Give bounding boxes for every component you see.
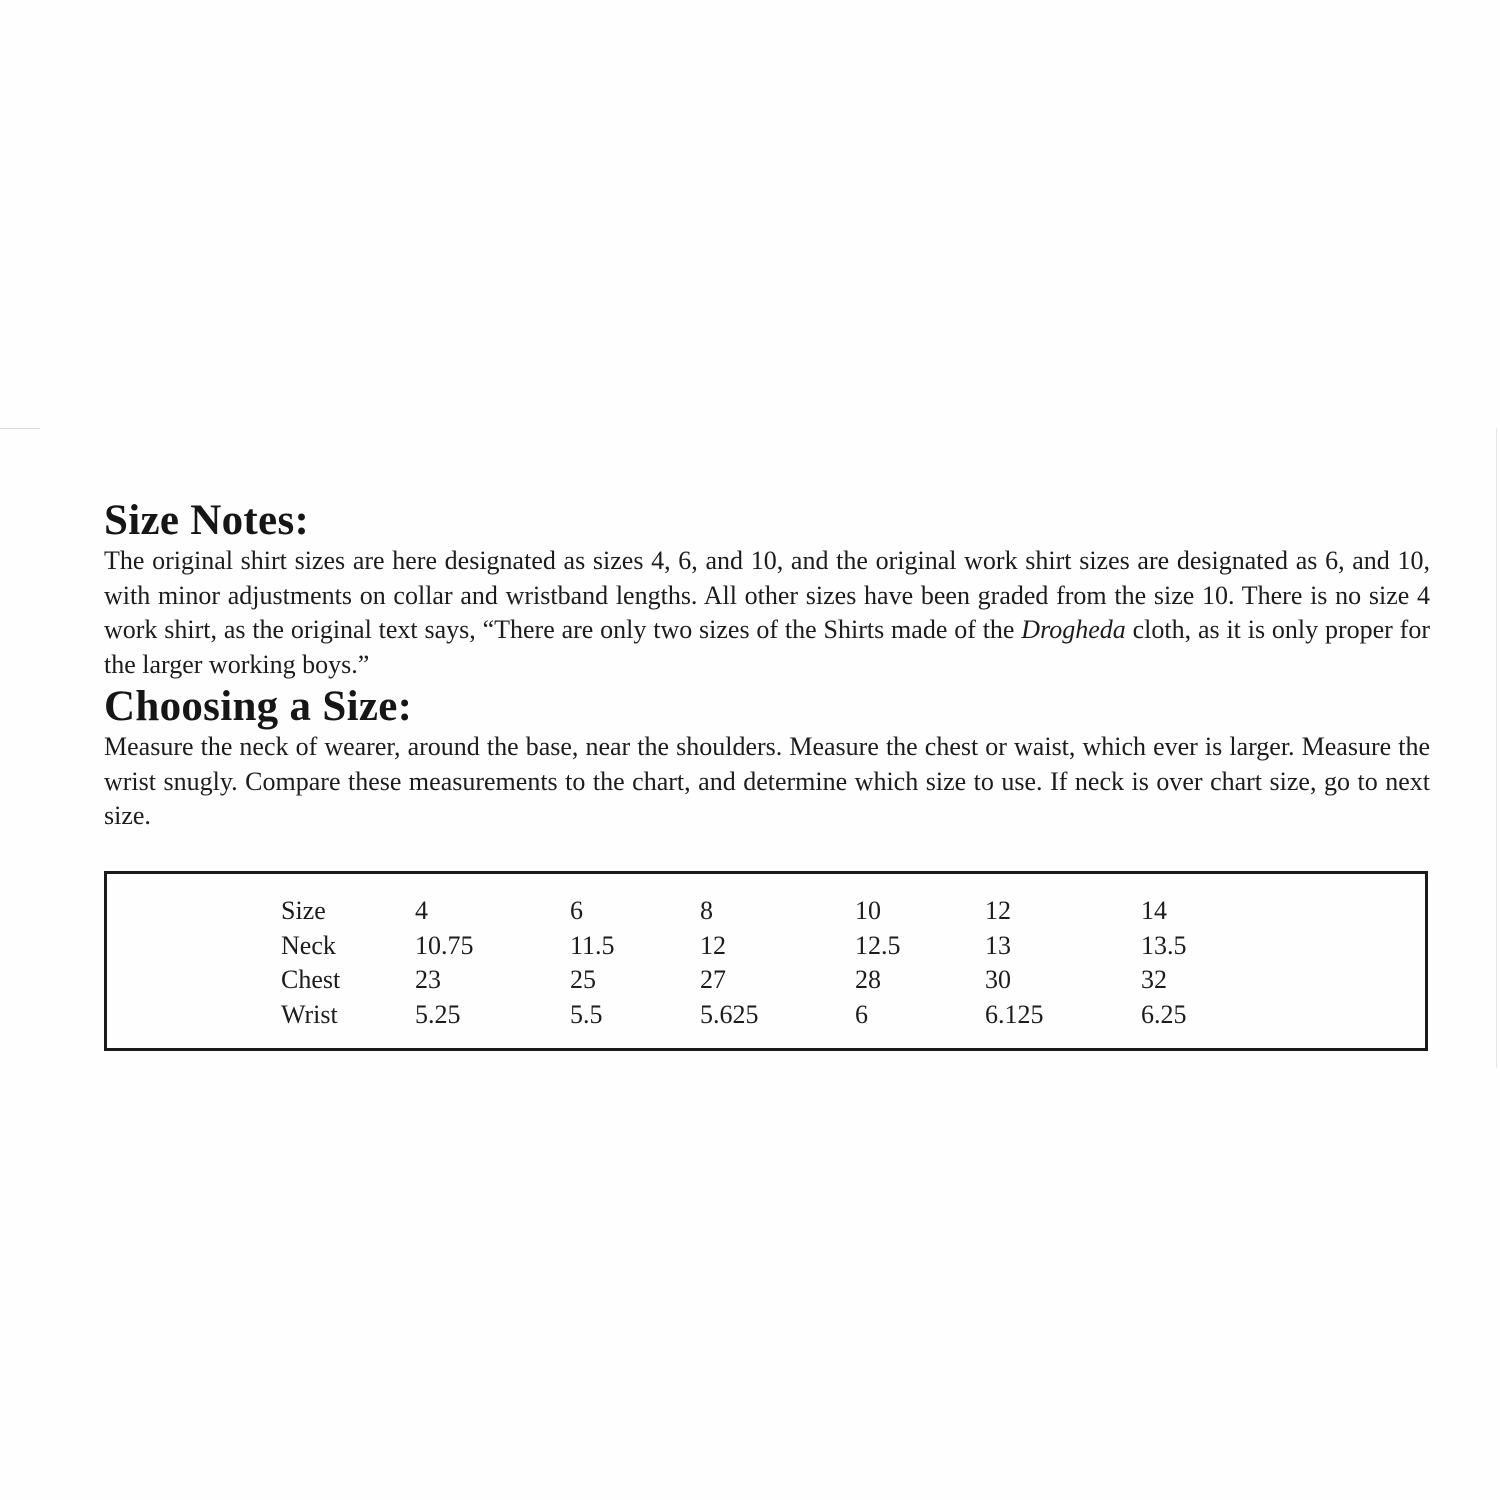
chest-row bbox=[281, 963, 1241, 998]
table-cell: 4 bbox=[415, 896, 428, 925]
table-cell: 6 bbox=[855, 999, 868, 1029]
wrist-row bbox=[281, 998, 1241, 1033]
table-cell: 10.75 bbox=[415, 930, 474, 960]
neck-row bbox=[281, 929, 1241, 964]
table-cell: 10 bbox=[855, 896, 881, 925]
text-content bbox=[104, 498, 1430, 834]
size-notes-text-2: cloth, as it is only proper for the larger working boys.” bbox=[104, 615, 1430, 679]
row-label: Wrist bbox=[281, 999, 338, 1029]
scan-edge-mark-right bbox=[1496, 428, 1497, 1068]
table-cell: 13 bbox=[985, 930, 1011, 960]
table-cell: 6.125 bbox=[985, 999, 1044, 1029]
table-cell: 5.625 bbox=[700, 999, 759, 1029]
size-chart-table bbox=[281, 894, 1241, 1032]
table-cell: 11.5 bbox=[570, 930, 615, 960]
row-label: Neck bbox=[281, 930, 336, 960]
table-cell: 6.25 bbox=[1141, 999, 1187, 1029]
choosing-size-heading: Choosing a Size: bbox=[104, 683, 413, 730]
table-cell: 12.5 bbox=[855, 930, 901, 960]
table-cell: 5.5 bbox=[570, 999, 603, 1029]
size-notes-text-1: The original shirt sizes are here designated as sizes 4, 6, and 10, and the original work shirt sizes are designated as 6, and 10, with minor adjustments on collar and wristband lengths. All other sizes have been graded from the size 10. There is no size 4 work shirt, as the original text says, “There are only two sizes of the Shirts made of the bbox=[104, 546, 1430, 644]
size-row bbox=[281, 894, 1241, 929]
size-notes-paragraph bbox=[104, 544, 1430, 682]
table-cell: 14 bbox=[1141, 896, 1167, 925]
size-chart-box bbox=[104, 871, 1428, 1051]
row-label: Chest bbox=[281, 965, 341, 994]
table-cell: 25 bbox=[570, 965, 596, 994]
row-label: Size bbox=[281, 896, 326, 925]
choosing-size-paragraph: Measure the neck of wearer, around the base, near the shoulders. Measure the chest or waist, which ever is larger. Measure the wrist snugly. Compare these measurements to the chart, and determine which size to use. If neck is over chart size, go to next size. bbox=[104, 732, 1430, 830]
table-cell: 23 bbox=[415, 965, 441, 994]
table-cell: 12 bbox=[700, 930, 726, 960]
table-cell: 13.5 bbox=[1141, 930, 1187, 960]
table-cell: 6 bbox=[570, 896, 583, 925]
size-notes-heading: Size Notes: bbox=[104, 497, 310, 544]
table-cell: 12 bbox=[985, 896, 1011, 925]
table-cell: 5.25 bbox=[415, 999, 461, 1029]
table-cell: 8 bbox=[700, 896, 713, 925]
table-cell: 32 bbox=[1141, 965, 1167, 994]
drogheda-emphasis: Drogheda bbox=[1021, 615, 1126, 644]
table-cell: 28 bbox=[855, 965, 881, 994]
table-cell: 30 bbox=[985, 965, 1011, 994]
table-cell: 27 bbox=[700, 965, 726, 994]
scan-edge-mark-left bbox=[0, 428, 40, 429]
